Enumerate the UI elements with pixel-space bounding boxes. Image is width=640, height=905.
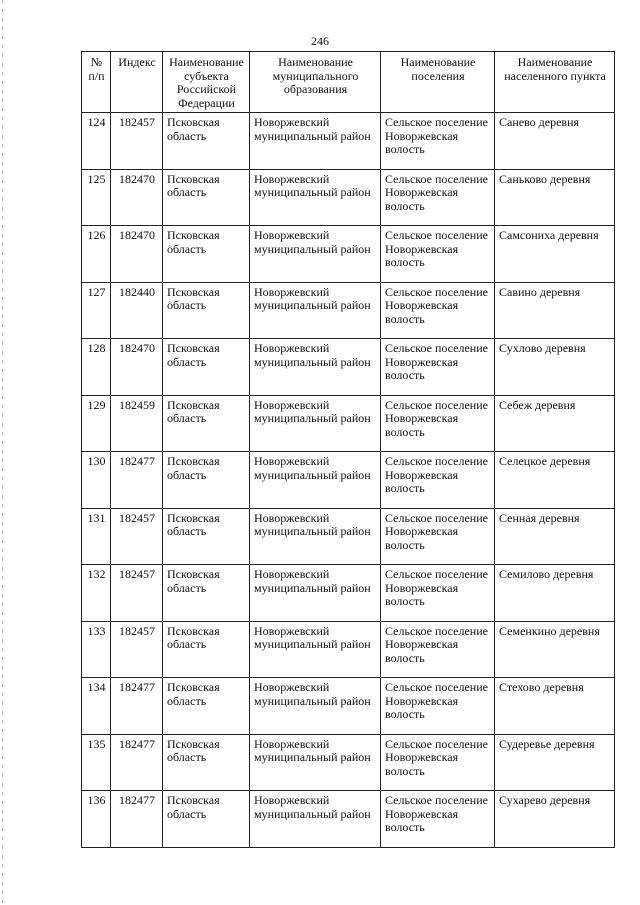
cell-municipality: Новоржевский муниципальный район (250, 226, 381, 283)
cell-subject: Псковская область (163, 734, 250, 791)
cell-index: 182440 (111, 282, 163, 339)
cell-index: 182470 (111, 169, 163, 226)
cell-locality: Селецкое деревня (495, 452, 615, 509)
table-row (82, 791, 615, 848)
cell-index: 182470 (111, 339, 163, 396)
cell-settlement: Сельское поселение Новоржевская волость (381, 508, 495, 565)
cell-index: 182459 (111, 395, 163, 452)
cell-municipality: Новоржевский муниципальный район (250, 452, 381, 509)
cell-num: 133 (82, 621, 111, 678)
header-index: Индекс (111, 52, 163, 113)
cell-municipality: Новоржевский муниципальный район (250, 339, 381, 396)
cell-settlement: Сельское поселение Новоржевская волость (381, 226, 495, 283)
cell-index: 182470 (111, 226, 163, 283)
table-row (82, 169, 615, 226)
cell-subject: Псковская область (163, 113, 250, 170)
cell-num: 126 (82, 226, 111, 283)
scan-edge-line (2, 0, 3, 905)
cell-locality: Саньково деревня (495, 169, 615, 226)
cell-settlement: Сельское поселение Новоржевская волость (381, 113, 495, 170)
header-subject: Наименование субъекта Российской Федерации (163, 52, 250, 113)
cell-subject: Псковская область (163, 508, 250, 565)
cell-subject: Псковская область (163, 226, 250, 283)
table-row (82, 226, 615, 283)
page-number: 246 (311, 34, 329, 48)
cell-index: 182457 (111, 113, 163, 170)
cell-locality: Себеж деревня (495, 395, 615, 452)
cell-settlement: Сельское поселение Новоржевская волость (381, 734, 495, 791)
cell-municipality: Новоржевский муниципальный район (250, 565, 381, 622)
table-row (82, 565, 615, 622)
cell-num: 132 (82, 565, 111, 622)
cell-subject: Псковская область (163, 678, 250, 735)
cell-index: 182457 (111, 565, 163, 622)
cell-municipality: Новоржевский муниципальный район (250, 169, 381, 226)
table-row (82, 339, 615, 396)
cell-municipality: Новоржевский муниципальный район (250, 734, 381, 791)
cell-num: 129 (82, 395, 111, 452)
table-row (82, 282, 615, 339)
cell-settlement: Сельское поселение Новоржевская волость (381, 395, 495, 452)
cell-index: 182477 (111, 678, 163, 735)
cell-municipality: Новоржевский муниципальный район (250, 508, 381, 565)
cell-locality: Савино деревня (495, 282, 615, 339)
cell-locality: Сухарево деревня (495, 791, 615, 848)
cell-index: 182477 (111, 734, 163, 791)
cell-locality: Сенная деревня (495, 508, 615, 565)
cell-num: 136 (82, 791, 111, 848)
table-header-row (82, 52, 615, 113)
table-row (82, 395, 615, 452)
table-row (82, 508, 615, 565)
cell-settlement: Сельское поселение Новоржевская волость (381, 621, 495, 678)
cell-locality: Стехово деревня (495, 678, 615, 735)
cell-subject: Псковская область (163, 791, 250, 848)
cell-settlement: Сельское поселение Новоржевская волость (381, 791, 495, 848)
header-municipality: Наименование муниципального образования (250, 52, 381, 113)
cell-subject: Псковская область (163, 395, 250, 452)
cell-num: 127 (82, 282, 111, 339)
header-num: № п/п (82, 52, 111, 113)
cell-num: 134 (82, 678, 111, 735)
cell-locality: Семенкино деревня (495, 621, 615, 678)
table-row (82, 621, 615, 678)
cell-index: 182457 (111, 508, 163, 565)
cell-num: 128 (82, 339, 111, 396)
cell-municipality: Новоржевский муниципальный район (250, 282, 381, 339)
header-locality: Наименование населенного пункта (495, 52, 615, 113)
cell-settlement: Сельское поселение Новоржевская волость (381, 565, 495, 622)
cell-settlement: Сельское поселение Новоржевская волость (381, 452, 495, 509)
table-row (82, 678, 615, 735)
cell-subject: Псковская область (163, 565, 250, 622)
cell-num: 135 (82, 734, 111, 791)
cell-num: 130 (82, 452, 111, 509)
cell-locality: Семилово деревня (495, 565, 615, 622)
cell-settlement: Сельское поселение Новоржевская волость (381, 169, 495, 226)
cell-municipality: Новоржевский муниципальный район (250, 621, 381, 678)
cell-settlement: Сельское поселение Новоржевская волость (381, 282, 495, 339)
cell-locality: Судеревье деревня (495, 734, 615, 791)
cell-num: 125 (82, 169, 111, 226)
cell-settlement: Сельское поселение Новоржевская волость (381, 678, 495, 735)
cell-municipality: Новоржевский муниципальный район (250, 791, 381, 848)
cell-subject: Псковская область (163, 452, 250, 509)
cell-municipality: Новоржевский муниципальный район (250, 113, 381, 170)
cell-num: 124 (82, 113, 111, 170)
table-row (82, 113, 615, 170)
cell-index: 182477 (111, 452, 163, 509)
cell-locality: Санево деревня (495, 113, 615, 170)
cell-municipality: Новоржевский муниципальный район (250, 678, 381, 735)
cell-subject: Псковская область (163, 621, 250, 678)
header-settlement: Наименование поселения (381, 52, 495, 113)
localities-table (81, 51, 615, 848)
cell-subject: Псковская область (163, 169, 250, 226)
cell-locality: Сухлово деревня (495, 339, 615, 396)
cell-subject: Псковская область (163, 339, 250, 396)
cell-locality: Самсониха деревня (495, 226, 615, 283)
cell-settlement: Сельское поселение Новоржевская волость (381, 339, 495, 396)
cell-index: 182477 (111, 791, 163, 848)
table-row (82, 452, 615, 509)
cell-index: 182457 (111, 621, 163, 678)
cell-municipality: Новоржевский муниципальный район (250, 395, 381, 452)
table-row (82, 734, 615, 791)
cell-subject: Псковская область (163, 282, 250, 339)
cell-num: 131 (82, 508, 111, 565)
